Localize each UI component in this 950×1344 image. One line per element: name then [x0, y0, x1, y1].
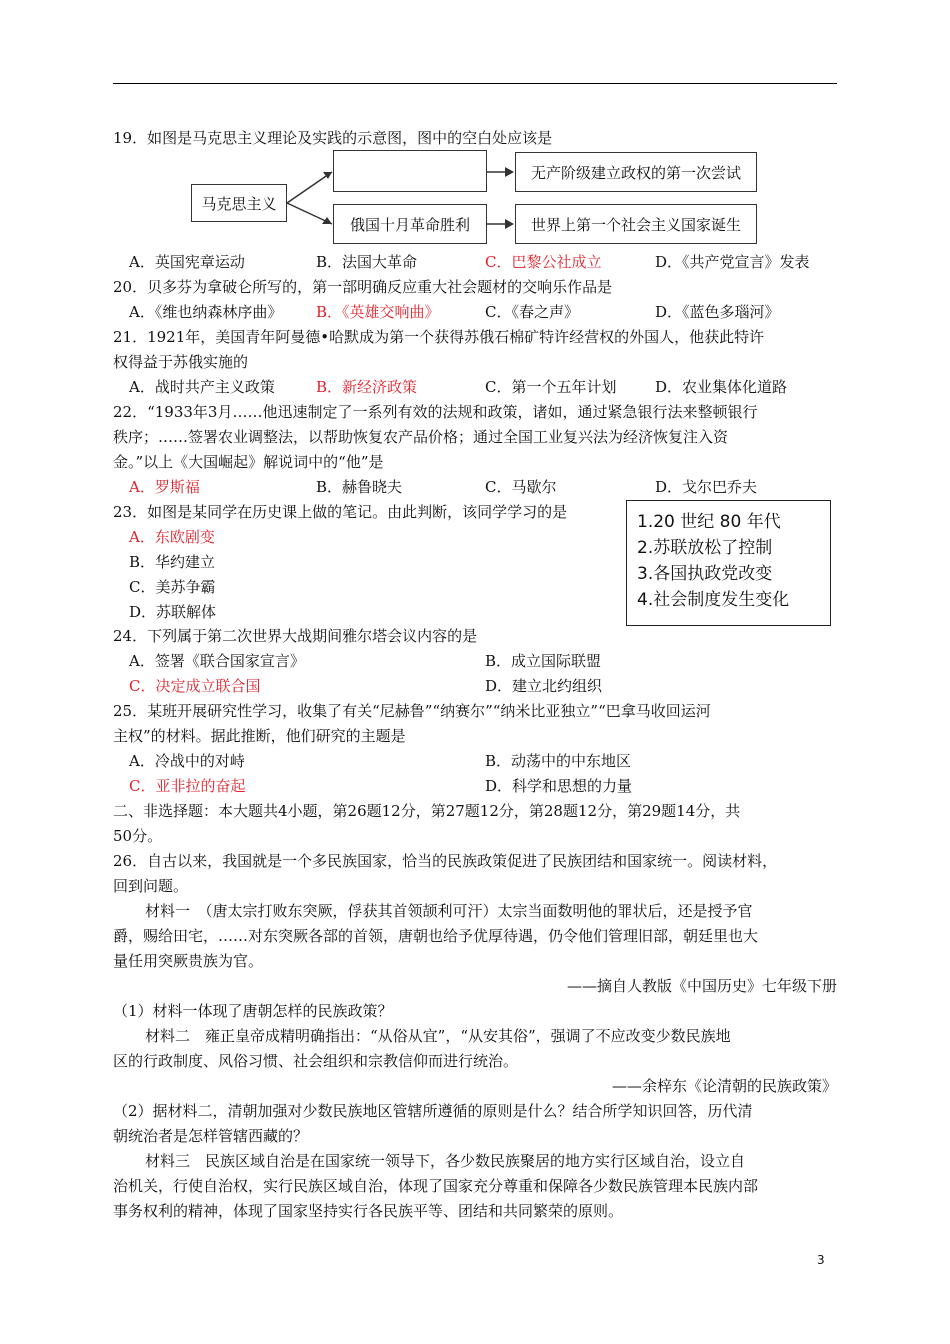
section2-heading-line2: 50分。 — [113, 827, 163, 845]
q26-sub2-line1: （2）据材料二，清朝加强对少数民族地区管辖所遵循的原则是什么？结合所学知识回答，历代清 — [113, 1102, 753, 1120]
q25-stem-line2: 主权”的材料。据此推断，他们研究的主题是 — [113, 727, 406, 745]
q26-sub1: （1）材料一体现了唐朝怎样的民族政策？ — [113, 1002, 393, 1020]
q23-option-b: B．华约建立 — [129, 553, 216, 571]
q26-material3-line1: 材料三 民族区域自治是在国家统一领导下，各少数民族聚居的地方实行区域自治，设立自 — [145, 1152, 746, 1170]
q26-material2-line1: 材料二 雍正皇帝成精明确指出：“从俗从宜”，“从安其俗”，强调了不应改变少数民族地 — [145, 1027, 731, 1045]
q26-material2-line2: 区的行政制度、风俗习惯、社会组织和宗教信仰而进行统治。 — [113, 1052, 519, 1070]
q26-material1-line3: 量任用突厥贵族为官。 — [113, 952, 264, 970]
q22-option-a-answer: A．罗斯福 — [129, 478, 200, 496]
q22-stem-line2: 秩序；……签署农业调整法，以帮助恢复农产品价格；通过全国工业复兴法为经济恢复注入资 — [113, 428, 729, 446]
q20-stem: 20．贝多芬为拿破仑所写的，第一部明确反应重大社会题材的交响乐作品是 — [113, 278, 613, 296]
q25-option-d: D．科学和思想的力量 — [485, 777, 633, 795]
q26-sub2-line2: 朝统治者是怎样管辖西藏的？ — [113, 1127, 309, 1145]
q24-option-d: D．建立北约组织 — [485, 677, 603, 695]
note-line: 2.苏联放松了控制 — [637, 538, 773, 558]
q19-stem: 19．如图是马克思主义理论及实践的示意图，图中的空白处应该是 — [113, 129, 553, 147]
q21-option-a: A．战时共产主义政策 — [129, 378, 275, 396]
q21-stem-line2: 权得益于苏俄实施的 — [113, 353, 249, 371]
q22-stem-line3: 金。”以上《大国崛起》解说词中的“他”是 — [113, 453, 384, 471]
q23-notes-box — [626, 500, 831, 626]
q24-option-c-answer: C．决定成立联合国 — [129, 677, 261, 695]
q26-material3-line3: 事务权利的精神，体现了国家坚持实行各民族平等、团结和共同繁荣的原则。 — [113, 1202, 624, 1220]
q21-option-d: D．农业集体化道路 — [655, 378, 788, 396]
q26-material2-source: ——余梓东《论清朝的民族政策》 — [611, 1077, 837, 1095]
q26-stem-line2: 回到问题。 — [113, 877, 189, 895]
q24-stem: 24．下列属于第二次世界大战期间雅尔塔会议内容的是 — [113, 627, 478, 645]
diagram-root-box: 马克思主义 — [191, 184, 287, 222]
section2-heading-line1: 二、非选择题：本大题共4小题，第26题12分，第27题12分，第28题12分，第29题14分，共 — [113, 802, 741, 820]
q20-option-a: A．《维也纳森林序曲》 — [129, 303, 283, 321]
q21-stem-line1: 21．1921年，美国青年阿曼德•哈默成为第一个获得苏俄石棉矿特许经营权的外国人，他获此特许 — [113, 328, 765, 346]
q22-option-d: D．戈尔巴乔夫 — [655, 478, 758, 496]
q21-option-c: C．第一个五年计划 — [485, 378, 617, 396]
q25-option-c-answer: C．亚非拉的奋起 — [129, 777, 246, 795]
q26-material1-line2: 爵，赐给田宅，……对东突厥各部的首领，唐朝也给予优厚待遇，仍令他们管理旧部，朝廷里也大 — [113, 927, 759, 945]
q26-material3-line2: 治机关，行使自治权，实行民族区域自治，体现了国家充分尊重和保障各少数民族管理本民族内部 — [113, 1177, 759, 1195]
q20-option-c: C．《春之声》 — [485, 303, 579, 321]
q19-option-c-answer: C．巴黎公社成立 — [485, 253, 602, 271]
q19-option-b: B．法国大革命 — [316, 253, 418, 271]
q26-material1-source: ——摘自人教版《中国历史》七年级下册 — [566, 977, 837, 995]
q22-stem-line1: 22．“1933年3月……他迅速制定了一系列有效的法规和政策，诸如，通过紧急银行法来整顿银行 — [113, 403, 758, 421]
q23-stem: 23．如图是某同学在历史课上做的笔记。由此判断，该同学学习的是 — [113, 503, 568, 521]
q20-option-b-answer: B．《英雄交响曲》 — [316, 303, 440, 321]
q24-option-b: B．成立国际联盟 — [485, 652, 602, 670]
q23-option-c: C．美苏争霸 — [129, 578, 216, 596]
diagram-blank-box — [333, 150, 487, 192]
note-line: 3.各国执政党改变 — [637, 564, 773, 584]
note-line: 1.20 世纪 80 年代 — [637, 512, 781, 532]
q23-option-a-answer: A．东欧剧变 — [129, 528, 215, 546]
q26-material1-line1: 材料一 （唐太宗打败东突厥，俘获其首领颉利可汗）太宗当面数明他的罪状后，还是授予官 — [145, 902, 753, 920]
q21-option-b-answer: B．新经济政策 — [316, 378, 418, 396]
q22-option-c: C．马歇尔 — [485, 478, 557, 496]
q23-option-d: D．苏联解体 — [129, 603, 217, 621]
q20-option-d: D．《蓝色多瑙河》 — [655, 303, 780, 321]
diagram-right-top-box: 无产阶级建立政权的第一次尝试 — [515, 152, 757, 192]
note-line: 4.社会制度发生变化 — [637, 590, 790, 610]
q25-option-b: B．动荡中的中东地区 — [485, 752, 632, 770]
header-rule — [113, 83, 837, 84]
q25-option-a: A．冷战中的对峙 — [129, 752, 245, 770]
q22-option-b: B．赫鲁晓夫 — [316, 478, 403, 496]
diagram-october-revolution-box: 俄国十月革命胜利 — [333, 204, 487, 244]
page-number: 3 — [817, 1253, 825, 1267]
diagram-right-bottom-box: 世界上第一个社会主义国家诞生 — [515, 204, 757, 244]
q19-option-a: A．英国宪章运动 — [129, 253, 245, 271]
q24-option-a: A．签署《联合国家宣言》 — [129, 652, 305, 670]
q25-stem-line1: 25．某班开展研究性学习，收集了有关“尼赫鲁”“纳赛尔”“纳米比亚独立”“巴拿马收回运河 — [113, 702, 711, 720]
q19-option-d: D．《共产党宣言》发表 — [655, 253, 810, 271]
q26-stem-line1: 26．自古以来，我国就是一个多民族国家，恰当的民族政策促进了民族团结和国家统一。阅读材料， — [113, 852, 778, 870]
